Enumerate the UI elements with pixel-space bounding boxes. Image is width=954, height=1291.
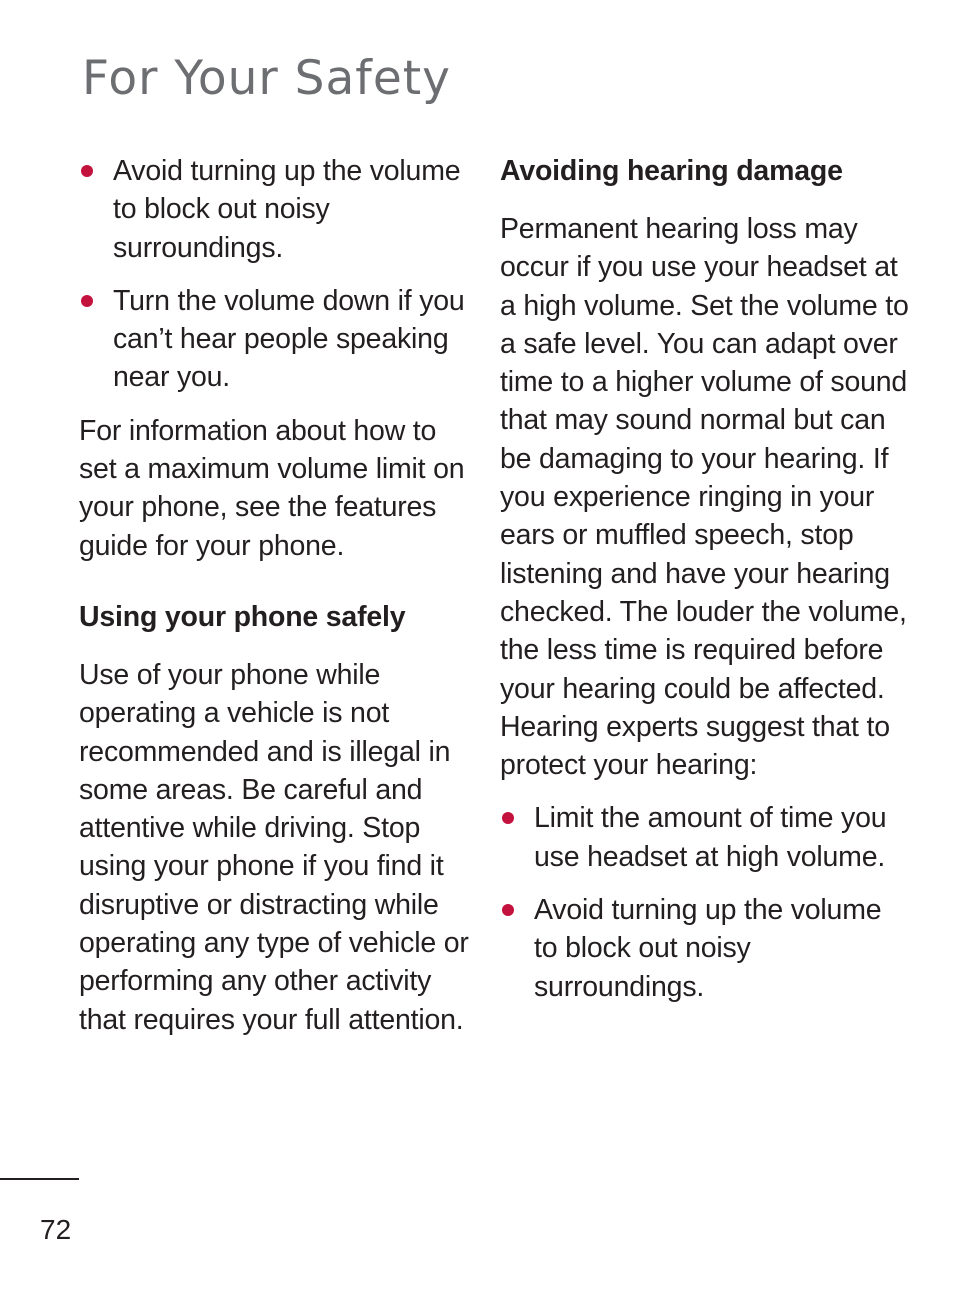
list-item xyxy=(79,282,479,397)
list-item xyxy=(500,799,910,876)
section-heading-phone-safety: Using your phone safely xyxy=(79,600,406,633)
bullet-icon xyxy=(81,165,93,177)
bullet-text: Limit the amount of time you use headset at high volume. xyxy=(534,802,887,873)
bullet-text: Avoid turning up the volume to block out noisy surroundings. xyxy=(534,894,882,1003)
bullet-text: Turn the volume down if you can’t hear people speaking near you. xyxy=(113,284,465,394)
section-heading-hearing-damage: Avoiding hearing damage xyxy=(500,155,843,187)
list-item xyxy=(500,891,910,1006)
right-column xyxy=(500,152,910,1021)
phone-safety-paragraph: Use of your phone while operating a vehicle is not recommended and is illegal in some areas. Be careful and attentive while driving. Stop using your phone if you find it disruptive or distracting while operating any type of vehicle or performing any other activity that requires your full attention. xyxy=(79,658,469,1036)
left-bullet-list xyxy=(79,152,479,397)
bullet-icon xyxy=(502,812,514,824)
bullet-icon xyxy=(502,904,514,916)
hearing-damage-paragraph: Permanent hearing loss may occur if you use your headset at a high volume. Set the volume to a safe level. You can adapt over time to a higher volume of sound that may sound normal but can be damaging to your hearing. If you experience ringing in your ears or muffled speech, stop listening and have your hearing checked. The louder the volume, the less time is required before your hearing could be affected. Hearing experts suggest that to protect your hearing: xyxy=(500,213,909,782)
page-title: For Your Safety xyxy=(82,51,451,106)
info-paragraph: For information about how to set a maximum volume limit on your phone, see the features guide for your phone. xyxy=(79,414,465,562)
right-bullet-list xyxy=(500,799,910,1005)
page-number: 72 xyxy=(40,1214,72,1245)
list-item xyxy=(79,152,479,267)
bullet-icon xyxy=(81,295,93,307)
bullet-text: Avoid turning up the volume to block out noisy surroundings. xyxy=(113,155,461,264)
footer-rule xyxy=(0,1178,79,1180)
left-column xyxy=(79,152,479,1039)
